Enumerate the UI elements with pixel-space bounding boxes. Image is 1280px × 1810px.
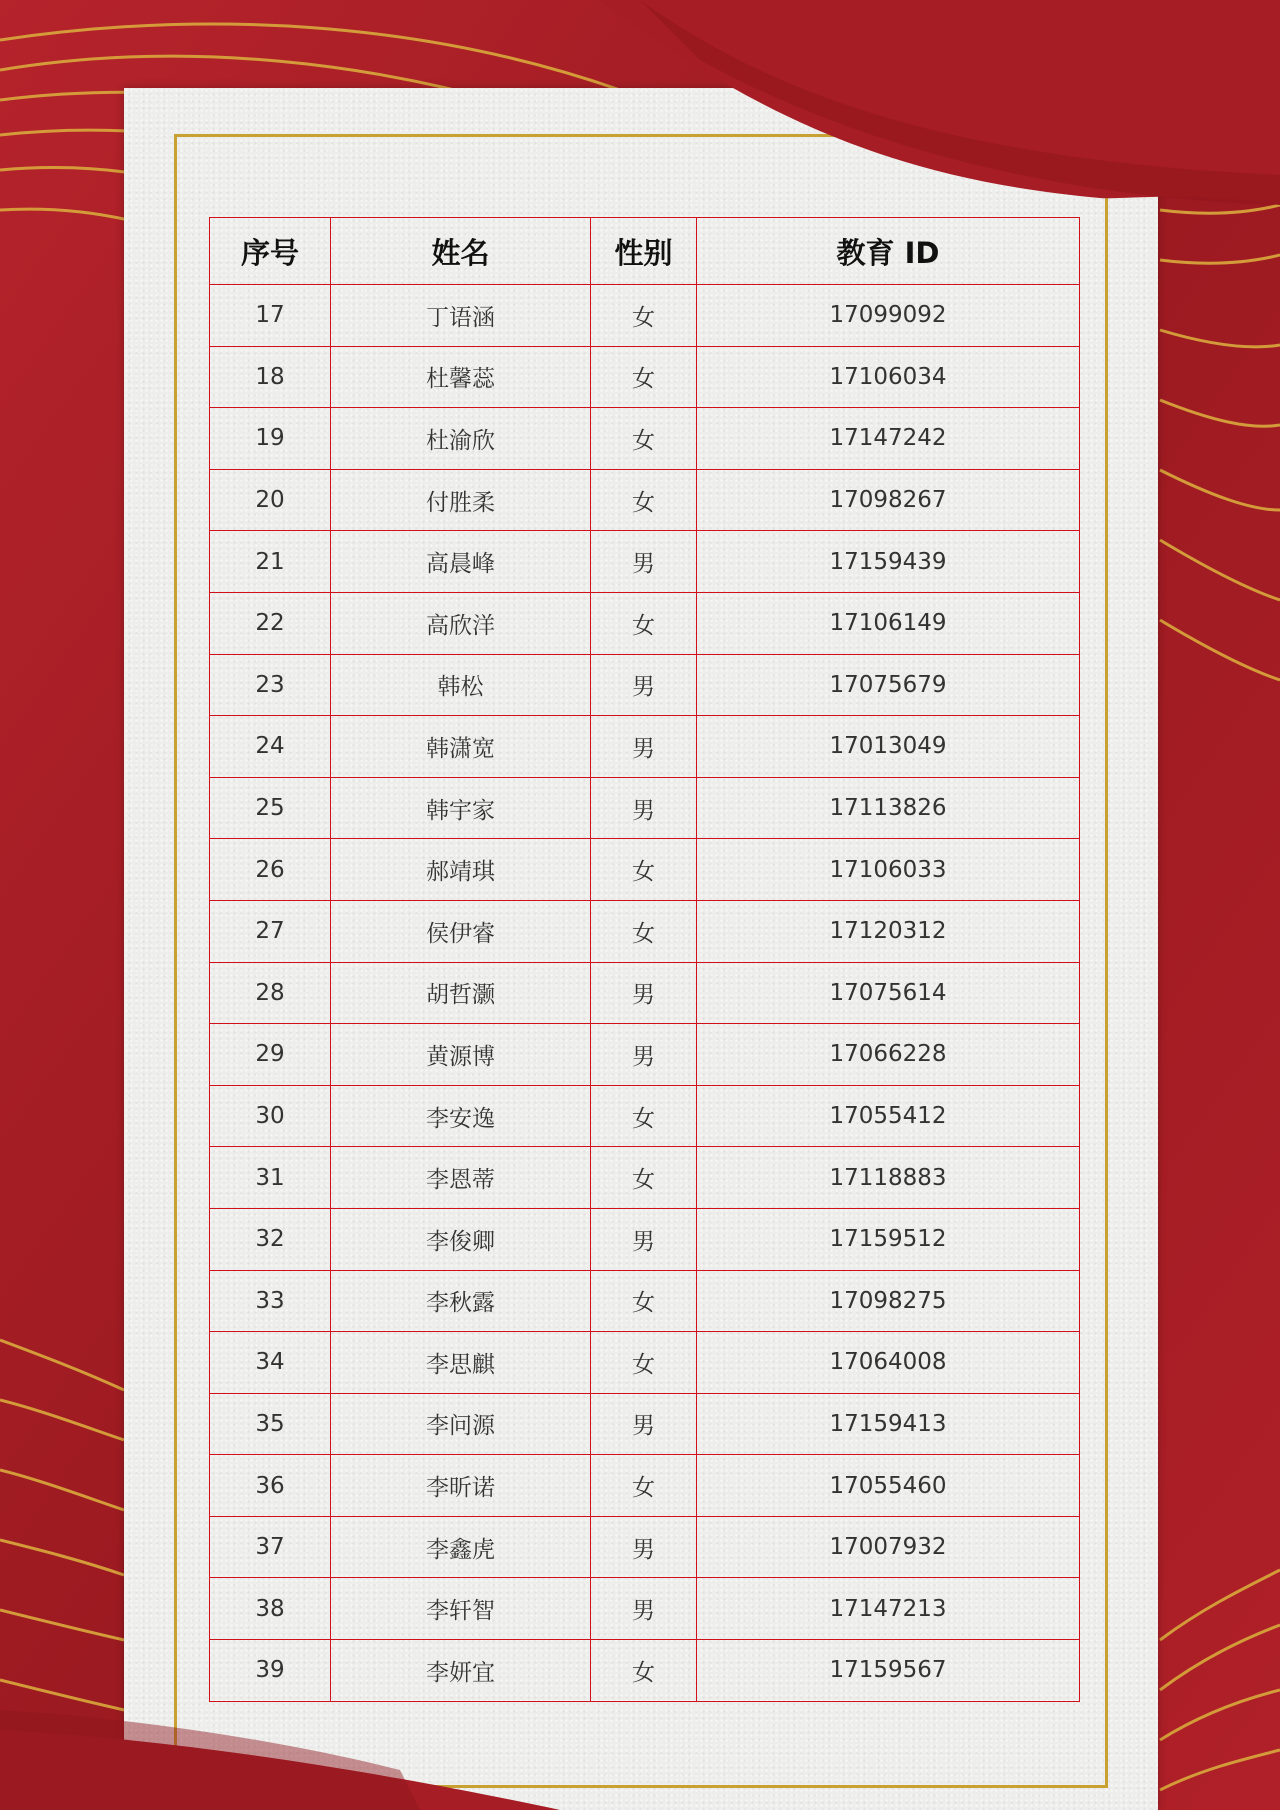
cell-name: 李秋露: [331, 1270, 591, 1332]
table-row: [210, 346, 1080, 408]
table-row: [210, 408, 1080, 470]
cell-name: 高晨峰: [331, 531, 591, 593]
cell-index: 39: [210, 1640, 331, 1702]
cell-index: 27: [210, 900, 331, 962]
cell-name: 李轩智: [331, 1578, 591, 1640]
cell-index: 36: [210, 1455, 331, 1517]
cell-index: 17: [210, 285, 331, 347]
cell-index: 28: [210, 962, 331, 1024]
cell-index: 33: [210, 1270, 331, 1332]
cell-gender: 女: [591, 1640, 697, 1702]
cell-index: 20: [210, 469, 331, 531]
table-row: [210, 1270, 1080, 1332]
cell-gender: 女: [591, 1147, 697, 1209]
cell-education-id: 17013049: [697, 716, 1080, 778]
table-row: [210, 777, 1080, 839]
cell-index: 25: [210, 777, 331, 839]
cell-name: 杜馨蕊: [331, 346, 591, 408]
cell-index: 38: [210, 1578, 331, 1640]
cell-education-id: 17098275: [697, 1270, 1080, 1332]
table-row: [210, 1085, 1080, 1147]
cell-name: 李恩蒂: [331, 1147, 591, 1209]
cell-gender: 男: [591, 1208, 697, 1270]
cell-gender: 男: [591, 1393, 697, 1455]
cell-gender: 男: [591, 1516, 697, 1578]
table-row: [210, 1147, 1080, 1209]
cell-gender: 男: [591, 531, 697, 593]
cell-gender: 女: [591, 1332, 697, 1394]
cell-name: 胡哲灏: [331, 962, 591, 1024]
cell-education-id: 17106033: [697, 839, 1080, 901]
cell-name: 高欣洋: [331, 592, 591, 654]
table-row: [210, 1640, 1080, 1702]
top-red-swoosh: [0, 0, 1280, 230]
cell-gender: 女: [591, 346, 697, 408]
cell-name: 付胜柔: [331, 469, 591, 531]
table-row: [210, 1578, 1080, 1640]
table-row: [210, 654, 1080, 716]
table-row: [210, 285, 1080, 347]
table-row: [210, 1332, 1080, 1394]
cell-name: 李昕诺: [331, 1455, 591, 1517]
cell-index: 26: [210, 839, 331, 901]
cell-name: 李俊卿: [331, 1208, 591, 1270]
header-name: 姓名: [331, 218, 591, 285]
cell-education-id: 17098267: [697, 469, 1080, 531]
cell-gender: 女: [591, 900, 697, 962]
bottom-red-swoosh: [0, 1700, 1280, 1810]
table-row: [210, 962, 1080, 1024]
cell-index: 32: [210, 1208, 331, 1270]
cell-education-id: 17055412: [697, 1085, 1080, 1147]
cell-name: 韩宇家: [331, 777, 591, 839]
cell-gender: 男: [591, 1024, 697, 1086]
cell-education-id: 17066228: [697, 1024, 1080, 1086]
cell-gender: 男: [591, 1578, 697, 1640]
table-row: [210, 469, 1080, 531]
cell-index: 24: [210, 716, 331, 778]
header-gender: 性别: [591, 218, 697, 285]
cell-name: 丁语涵: [331, 285, 591, 347]
cell-name: 李鑫虎: [331, 1516, 591, 1578]
cell-education-id: 17113826: [697, 777, 1080, 839]
cell-education-id: 17159413: [697, 1393, 1080, 1455]
cell-gender: 女: [591, 1270, 697, 1332]
table-row: [210, 592, 1080, 654]
cell-gender: 男: [591, 962, 697, 1024]
cell-education-id: 17159567: [697, 1640, 1080, 1702]
student-roster-table: [209, 217, 1080, 1702]
cell-education-id: 17007932: [697, 1516, 1080, 1578]
cell-gender: 女: [591, 1455, 697, 1517]
cell-index: 21: [210, 531, 331, 593]
cell-education-id: 17159512: [697, 1208, 1080, 1270]
cell-name: 杜渝欣: [331, 408, 591, 470]
cell-gender: 女: [591, 1085, 697, 1147]
cell-education-id: 17147242: [697, 408, 1080, 470]
table-row: [210, 716, 1080, 778]
cell-gender: 女: [591, 408, 697, 470]
table-row: [210, 1455, 1080, 1517]
cell-education-id: 17120312: [697, 900, 1080, 962]
cell-name: 侯伊睿: [331, 900, 591, 962]
cell-name: 李妍宜: [331, 1640, 591, 1702]
table-row: [210, 1516, 1080, 1578]
cell-index: 19: [210, 408, 331, 470]
cell-gender: 男: [591, 777, 697, 839]
cell-index: 34: [210, 1332, 331, 1394]
cell-gender: 男: [591, 716, 697, 778]
cell-index: 18: [210, 346, 331, 408]
cell-education-id: 17075679: [697, 654, 1080, 716]
cell-gender: 男: [591, 654, 697, 716]
cell-name: 李安逸: [331, 1085, 591, 1147]
cell-name: 郝靖琪: [331, 839, 591, 901]
cell-education-id: 17106034: [697, 346, 1080, 408]
table-row: [210, 900, 1080, 962]
table-row: [210, 531, 1080, 593]
table-header-row: [210, 218, 1080, 285]
cell-education-id: 17075614: [697, 962, 1080, 1024]
cell-education-id: 17159439: [697, 531, 1080, 593]
cell-gender: 女: [591, 285, 697, 347]
cell-index: 23: [210, 654, 331, 716]
cell-gender: 女: [591, 839, 697, 901]
cell-index: 22: [210, 592, 331, 654]
cell-index: 37: [210, 1516, 331, 1578]
cell-education-id: 17055460: [697, 1455, 1080, 1517]
header-education-id: 教育 ID: [697, 218, 1080, 285]
cell-education-id: 17106149: [697, 592, 1080, 654]
table-body: [210, 285, 1080, 1702]
table-row: [210, 839, 1080, 901]
table-row: [210, 1208, 1080, 1270]
cell-gender: 女: [591, 469, 697, 531]
cell-index: 29: [210, 1024, 331, 1086]
cell-name: 黄源博: [331, 1024, 591, 1086]
cell-gender: 女: [591, 592, 697, 654]
table-row: [210, 1024, 1080, 1086]
table-row: [210, 1393, 1080, 1455]
cell-name: 韩潇宽: [331, 716, 591, 778]
cell-index: 35: [210, 1393, 331, 1455]
header-index: 序号: [210, 218, 331, 285]
cell-education-id: 17064008: [697, 1332, 1080, 1394]
cell-education-id: 17099092: [697, 285, 1080, 347]
cell-index: 30: [210, 1085, 331, 1147]
cell-education-id: 17118883: [697, 1147, 1080, 1209]
cell-education-id: 17147213: [697, 1578, 1080, 1640]
cell-name: 韩松: [331, 654, 591, 716]
cell-name: 李问源: [331, 1393, 591, 1455]
cell-index: 31: [210, 1147, 331, 1209]
cell-name: 李思麒: [331, 1332, 591, 1394]
